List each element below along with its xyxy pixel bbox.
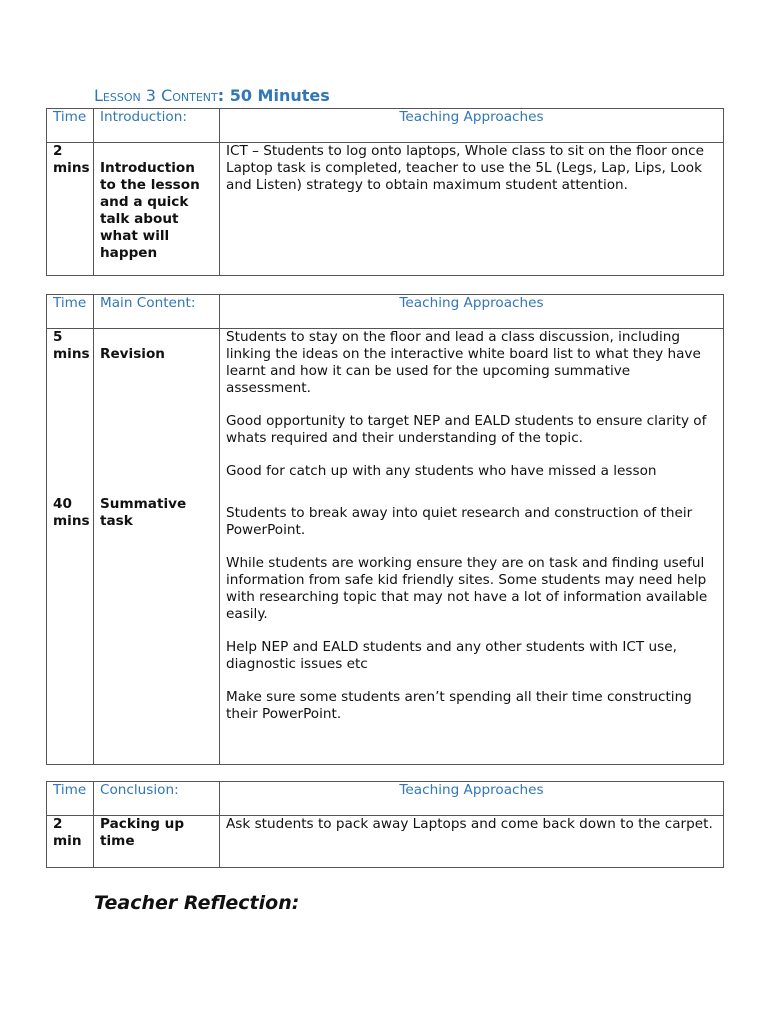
- title-lesson-label: Lesson 3 Content: [94, 86, 218, 105]
- main-content-table: [46, 294, 724, 765]
- approach-cell: Ask students to pack away Laptops and come back down to the carpet.: [220, 816, 724, 868]
- table-row: [47, 329, 724, 765]
- approach-cell: [220, 329, 724, 765]
- table-row: [47, 143, 724, 276]
- section-cell: [94, 143, 220, 276]
- section-cell: [94, 329, 220, 765]
- summative-label: Summative task: [100, 496, 187, 529]
- approaches-header: Teaching Approaches: [220, 295, 724, 329]
- time-cell: 2 mins: [47, 143, 94, 276]
- approach-cell: ICT – Students to log onto laptops, Whole class to sit on the floor once Laptop task is completed, teacher to use the 5L (Legs, Lap, Lips, Look and Listen) strategy to obtain maximum student attention.: [220, 143, 724, 276]
- section-cell: Packing up time: [94, 816, 220, 868]
- approach-paragraph: Help NEP and EALD students and any other students with ICT use, diagnostic issues etc: [226, 639, 677, 672]
- approach-paragraph: Good for catch up with any students who have missed a lesson: [226, 463, 657, 479]
- section-text: Introduction to the lesson and a quick talk about what will happen: [100, 160, 200, 261]
- revision-label: Revision: [100, 346, 165, 362]
- introduction-table: [46, 108, 724, 276]
- section-header: Conclusion:: [94, 782, 220, 816]
- time-header: Time: [47, 109, 94, 143]
- approach-paragraph: Good opportunity to target NEP and EALD students to ensure clarity of whats required and their understanding of the topic.: [226, 413, 707, 446]
- teacher-reflection-heading: Teacher Reflection:: [94, 892, 300, 914]
- table-header-row: [47, 295, 724, 329]
- section-header: Introduction:: [94, 109, 220, 143]
- time-cell: 2 min: [47, 816, 94, 868]
- approach-paragraph: Make sure some students aren’t spending all their time constructing their PowerPoint.: [226, 689, 692, 722]
- approach-paragraph: Students to break away into quiet research and construction of their PowerPoint.: [226, 505, 693, 538]
- section-header: Main Content:: [94, 295, 220, 329]
- time-header: Time: [47, 295, 94, 329]
- conclusion-table: [46, 781, 724, 868]
- table-header-row: [47, 109, 724, 143]
- summative-time: 40 mins: [53, 496, 90, 529]
- approach-paragraph: While students are working ensure they are on task and finding useful information from safe kid friendly sites. Some students may need help with researching topic that may not have a lot of information available easily.: [226, 555, 708, 622]
- time-header: Time: [47, 782, 94, 816]
- approach-paragraph: Students to stay on the floor and lead a class discussion, including linking the ideas on the interactive white board list to what they have learnt and how it can be used for the upcoming summative assessment.: [226, 329, 701, 396]
- revision-time: 5 mins: [53, 329, 90, 362]
- table-header-row: [47, 782, 724, 816]
- approaches-header: Teaching Approaches: [220, 782, 724, 816]
- title-duration: : 50 Minutes: [217, 86, 330, 105]
- lesson-title: [94, 86, 330, 105]
- time-cell: [47, 329, 94, 765]
- approaches-header: Teaching Approaches: [220, 109, 724, 143]
- table-row: [47, 816, 724, 868]
